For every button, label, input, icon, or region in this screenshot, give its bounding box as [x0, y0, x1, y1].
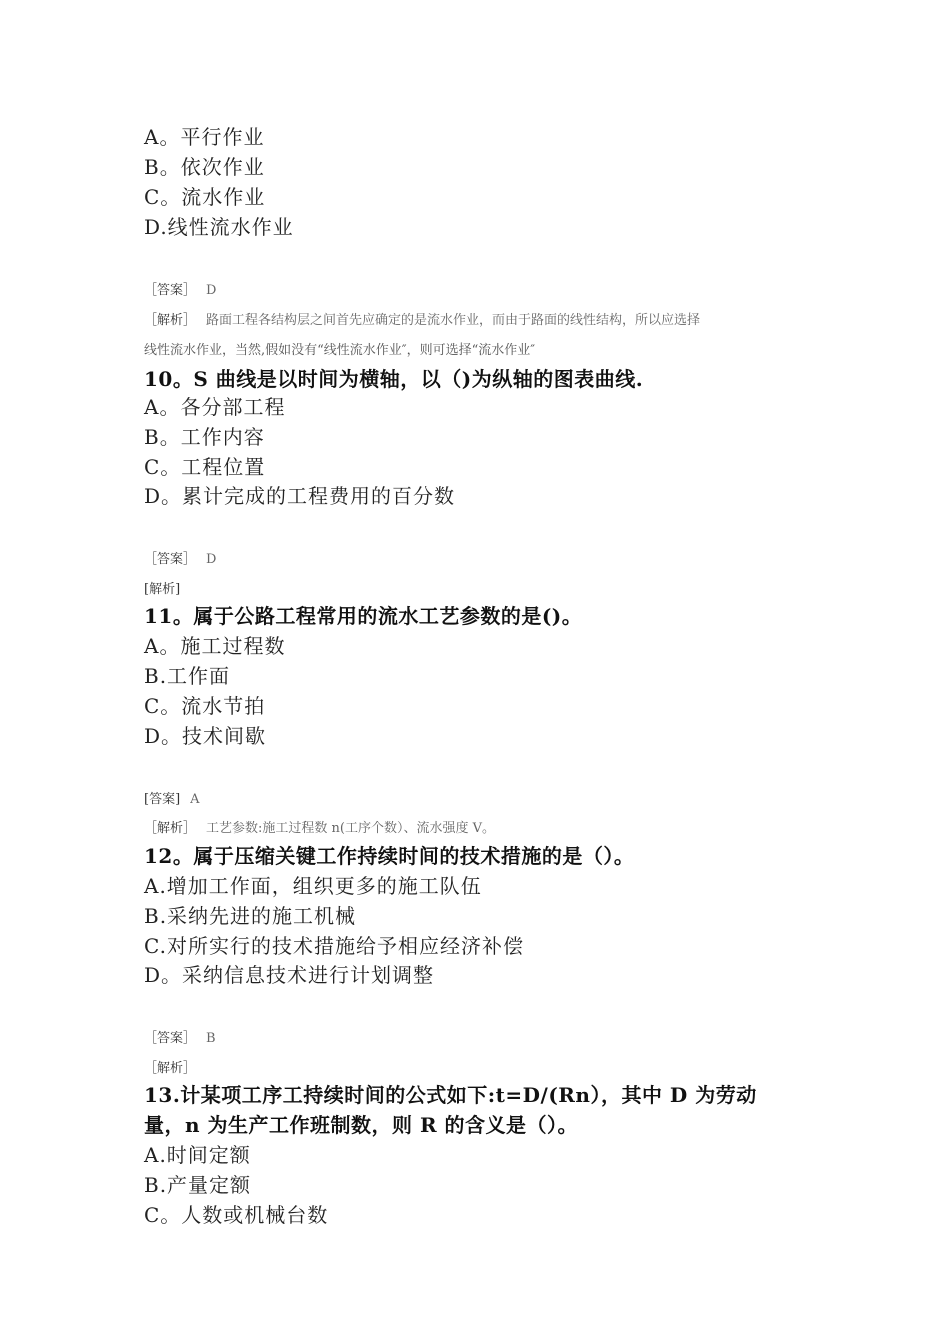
q12-option-a: A.增加工作面，组织更多的施工队伍 [144, 874, 482, 898]
analysis-label: ［解析］ [144, 821, 197, 836]
analysis-label: ［解析］ [144, 1061, 197, 1076]
analysis-label: [解析] [144, 582, 181, 597]
analysis-label: ［解析］ [144, 313, 197, 328]
q11-option-c: C。流水节拍 [144, 694, 266, 718]
q9-option-d: D.线性流水作业 [144, 215, 294, 239]
q11-option-a: A。施工过程数 [144, 634, 286, 658]
answer-label: ［答案］ [144, 283, 197, 298]
q12-option-c: C.对所实行的技术措施给予相应经济补偿 [144, 934, 524, 958]
q9-analysis-line2: 线性流水作业，当然,假如没有“线性流水作业″，则可选择“流水作业″ [144, 343, 536, 358]
analysis-text: 工艺参数:施工过程数 n(工序个数）、流水强度 V。 [206, 821, 495, 836]
q13-question-line1: 13.计某项工序工持续时间的公式如下:t=D/(Rn），其中 D 为劳动 [144, 1083, 757, 1107]
q13-option-c: C。人数或机械台数 [144, 1203, 329, 1227]
q9-option-c: C。流水作业 [144, 185, 266, 209]
answer-value: D [206, 552, 217, 567]
q10-answer [144, 548, 216, 567]
q13-question-line2: 量，n 为生产工作班制数，则 R 的含义是（）。 [144, 1113, 579, 1137]
q12-analysis [144, 1057, 206, 1076]
q10-option-c: C。工程位置 [144, 455, 266, 479]
q11-answer [144, 788, 200, 807]
q11-analysis [144, 817, 495, 836]
answer-label: ［答案］ [144, 1031, 197, 1046]
q11-option-b: B.工作面 [144, 664, 231, 688]
q9-option-b: B。依次作业 [144, 155, 265, 179]
q10-option-b: B。工作内容 [144, 425, 265, 449]
q10-analysis [144, 578, 190, 597]
q9-answer [144, 279, 216, 298]
analysis-text: 路面工程各结构层之间首先应确定的是流水作业，而由于路面的线性结构，所以应选择 [206, 313, 701, 328]
q10-option-d: D。累计完成的工程费用的百分数 [144, 484, 456, 508]
answer-value: B [206, 1031, 216, 1046]
q10-question: 10。S 曲线是以时间为横轴，以（)为纵轴的图表曲线. [144, 367, 644, 391]
q12-answer [144, 1027, 216, 1046]
q13-option-b: B.产量定额 [144, 1173, 252, 1197]
q12-option-b: B.采纳先进的施工机械 [144, 904, 357, 928]
q12-option-d: D。采纳信息技术进行计划调整 [144, 963, 435, 987]
q9-option-a: A。平行作业 [144, 125, 265, 149]
q11-option-d: D。技术间歇 [144, 724, 267, 748]
answer-label: [答案] [144, 792, 181, 807]
q9-analysis [144, 309, 700, 328]
answer-label: ［答案］ [144, 552, 197, 567]
answer-value: D [206, 283, 217, 298]
q12-question: 12。属于压缩关键工作持续时间的技术措施的是（）。 [144, 844, 635, 868]
q11-question: 11。属于公路工程常用的流水工艺参数的是()。 [144, 604, 583, 628]
q10-option-a: A。各分部工程 [144, 395, 286, 419]
answer-value: A [190, 792, 200, 807]
q13-option-a: A.时间定额 [144, 1143, 251, 1167]
